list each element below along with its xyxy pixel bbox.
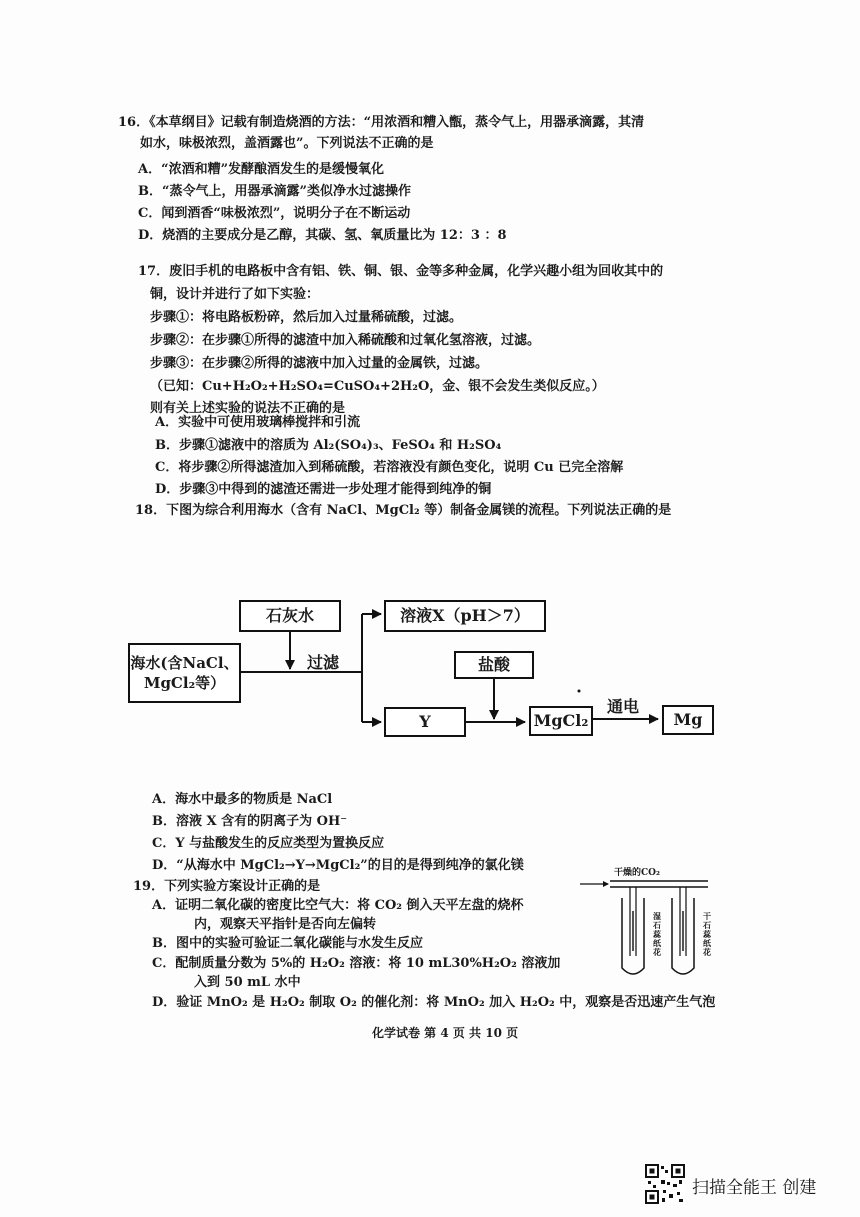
limewater-box: 石灰水 — [239, 600, 341, 632]
q19-option-a-line2: 内，观察天平指针是否向左偏转 — [194, 917, 377, 932]
q17-option-c: C．将步骤②所得滤渣加入到稀硫酸，若溶液没有颜色变化，说明 Cu 已完全溶解 — [155, 460, 624, 475]
q19-option-d: D．验证 MnO₂ 是 H₂O₂ 制取 O₂ 的催化剂：将 MnO₂ 加入 H₂O₂ 中，观察是否迅速产生气泡 — [152, 995, 716, 1010]
wet-litmus-flower-label: 湿石蕊纸花 — [653, 911, 661, 957]
q16-option-b: B．“蒸令气上，用器承滴露”类似净水过滤操作 — [138, 184, 411, 199]
q19-option-c-line2: 入到 50 mL 水中 — [194, 975, 301, 990]
q18-stem: 18．下图为综合利用海水（含有 NaCl、MgCl₂ 等）制备金属镁的流程。下列说法正确的是 — [135, 503, 672, 518]
q17-option-b: B．步骤①滤液中的溶质为 Al₂(SO₄)₃、FeSO₄ 和 H₂SO₄ — [155, 438, 502, 453]
q18-option-c: C．Y 与盐酸发生的反应类型为置换反应 — [152, 836, 385, 851]
electrolysis-label: 通电 — [607, 697, 640, 716]
q16-option-d: D．烧酒的主要成分是乙醇，其碳、氢、氧质量比为 12：3 ：8 — [138, 228, 507, 243]
q19-option-c-line1: C．配制质量分数为 5%的 H₂O₂ 溶液：将 10 mL30%H₂O₂ 溶液加 — [152, 956, 561, 971]
q18-option-d: D．“从海水中 MgCl₂→Y→MgCl₂”的目的是得到纯净的氯化镁 — [152, 858, 524, 873]
q17-step3: 步骤③：在步骤②所得的滤液中加入过量的金属铁，过滤。 — [150, 356, 489, 371]
q16-option-c: C．闻到酒香“味极浓烈”，说明分子在不断运动 — [138, 206, 411, 221]
q18-option-b: B．溶液 X 含有的阴离子为 OH⁻ — [152, 814, 348, 829]
q16-stem-line2: 如水，味极浓烈，盖酒露也”。下列说法不正确的是 — [140, 136, 434, 151]
seawater-label-line2: MgCl₂等） — [143, 674, 226, 692]
co2-apparatus-figure — [580, 876, 720, 986]
q17-option-a: A．实验中可使用玻璃棒搅拌和引流 — [155, 415, 361, 430]
dry-litmus-flower-label: 干石蕊纸花 — [703, 911, 711, 957]
q17-stem-line2: 铜，设计并进行了如下实验： — [150, 287, 320, 302]
q19-option-a-line1: A．证明二氧化碳的密度比空气大：将 CO₂ 倒入天平左盘的烧杯 — [152, 898, 524, 913]
q17-ask: 则有关上述实验的说法不正确的是 — [150, 401, 346, 416]
q19-option-b: B．图中的实验可验证二氧化碳能与水发生反应 — [152, 936, 423, 951]
q16-option-a: A．“浓酒和糟”发酵酿酒发生的是缓慢氧化 — [138, 162, 385, 177]
q17-step1: 步骤①：将电路板粉碎，然后加入过量稀硫酸，过滤。 — [150, 310, 463, 325]
solution-x-box: 溶液X（pH＞7） — [384, 600, 546, 632]
scanner-watermark: 扫描全能王 创建 — [692, 1178, 817, 1198]
hcl-box: 盐酸 — [454, 651, 534, 679]
q17-known: （已知：Cu+H₂O₂+H₂SO₄=CuSO₄+2H₂O，金、银不会发生类似反应。） — [150, 379, 605, 394]
q17-option-d: D．步骤③中得到的滤渣还需进一步处理才能得到纯净的铜 — [155, 482, 492, 497]
qr-code-icon — [645, 1164, 685, 1204]
page-footer: 化学试卷 第 4 页 共 10 页 — [372, 1026, 519, 1040]
co2-gas-label: 干燥的CO₂ — [614, 868, 660, 878]
q17-stem-line1: 17．废旧手机的电路板中含有铝、铁、铜、银、金等多种金属，化学兴趣小组为回收其中的 — [138, 264, 664, 279]
q17-step2: 步骤②：在步骤①所得的滤渣中加入稀硫酸和过氧化氢溶液，过滤。 — [150, 333, 541, 348]
q16-stem-line1: 16．《本草纲目》记载有制造烧酒的方法：“用浓酒和糟入甑，蒸令气上，用器承滴露，其清 — [118, 115, 645, 130]
seawater-box — [128, 643, 241, 703]
seawater-label-line1: 海水(含NaCl、 — [130, 654, 239, 672]
filter-label: 过滤 — [307, 653, 340, 672]
mgcl2-box: MgCl₂ — [529, 706, 593, 736]
mg-box: Mg — [662, 705, 714, 735]
y-box: Y — [384, 707, 466, 737]
q19-stem: 19．下列实验方案设计正确的是 — [133, 879, 321, 894]
q18-option-a: A．海水中最多的物质是 NaCl — [152, 792, 333, 807]
